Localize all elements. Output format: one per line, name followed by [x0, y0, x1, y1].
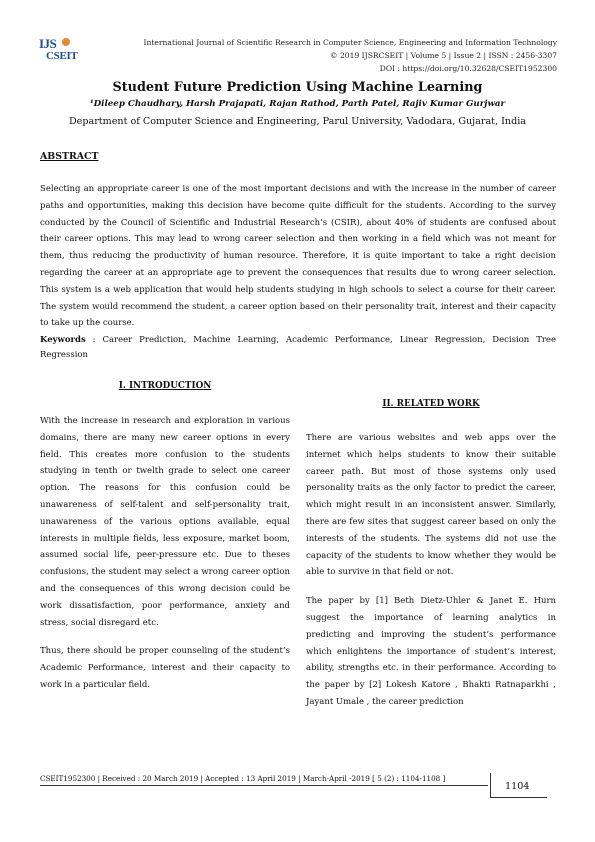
related-work-paragraph: The paper by [1] Beth Dietz-Uhler & Janet E. Hurn suggest the importance of learning analytics in predicting and improving the student’s performance which enlightens the importance of student’s interest, ability, strengths etc. in their performance. According to the paper by [2] Lokesh Katore , Bhakti Ratnaparkhi , Jayant Umale , the career prediction: [306, 596, 556, 707]
related-work-column: [306, 430, 556, 723]
section-heading-related-work: II. RELATED WORK: [382, 399, 480, 409]
logo-text-top: IJS: [39, 36, 57, 51]
footer-divider: [40, 785, 488, 786]
logo-globe-icon: [62, 38, 70, 46]
journal-logo: [36, 36, 86, 66]
journal-doi: DOI : https://doi.org/10.32628/CSEIT1952300: [379, 64, 557, 73]
page-number: 1104: [505, 781, 530, 792]
keywords-label: Keywords: [40, 335, 86, 345]
footer-citation: CSEIT1952300 | Received : 20 March 2019 | Accepted : 13 April 2019 | March-April -2019 [ 5 (2) : 1104-1108 ]: [40, 774, 446, 783]
journal-issue: © 2019 IJSRCSEIT | Volume 5 | Issue 2 | ISSN : 2456-3307: [329, 51, 557, 60]
abstract-body: Selecting an appropriate career is one of the most important decisions and with the increase in the number of career paths and opportunities, making this decision have become quite difficult for the students. According to the survey conducted by the Council of Scientific and Industrial Research’s (CSIR), about 40% of students are confused about their career options. This may lead to wrong career selection and then working in a field which was not meant for them, thus reducing the productivity of human resource. Therefore, it is quite important to take a right decision regarding the career at an appropriate age to prevent the consequences that results due to wrong career selection. This system is a web application that would help students studying in high schools to select a course for their career. The system would recommend the student, a career option based on their personality trait, interest and their capacity to take up the course.: [40, 184, 556, 329]
section-heading-introduction: I. INTRODUCTION: [118, 381, 212, 391]
introduction-column: [40, 413, 290, 706]
related-work-paragraph: There are various websites and web apps over the internet which helps students to know their suitable career path. But most of those systems only used personality traits as the only factor to predict the career, which might result in an inconsistent answer. Similarly, there are few sites that suggest career based on only the interests of the students. The systems did not use the capacity of the students to know whether they would be able to survive in that field or not.: [306, 433, 556, 578]
paper-authors: ¹Dileep Chaudhary, Harsh Prajapati, Rajan Rathod, Parth Patel, Rajiv Kumar Gurjwar: [89, 99, 506, 109]
paper-affiliation: Department of Computer Science and Engineering, Parul University, Vadodara, Gujarat, India: [68, 116, 527, 127]
keywords-list: : Career Prediction, Machine Learning, Academic Performance, Linear Regression, Decision Tree Regression: [40, 335, 556, 360]
introduction-paragraph: With the increase in research and exploration in various domains, there are many new career options in every field. This creates more confusion to the students studying in tenth or twelth grade to select one career option. The reasons for this confusion could be unawareness of self-talent and self-personality trait, unawareness of the various options available, equal interests in multiple fields, less exposure, market boom, assumed social life, peer-pressure etc. Due to theses confusions, the student may select a wrong career option and the consequences of this wrong decision could be work dissatisfaction, poor performance, anxiety and stress, social disregard etc.: [40, 416, 290, 628]
logo-text-bottom: CSEIT: [46, 50, 78, 62]
introduction-paragraph: Thus, there should be proper counseling of the student’s Academic Performance, interest and their capacity to work in a particular field.: [40, 646, 290, 690]
abstract-heading: ABSTRACT: [40, 151, 99, 162]
keywords: [40, 333, 556, 363]
paper-title: Student Future Prediction Using Machine Learning: [112, 80, 483, 95]
journal-name: International Journal of Scientific Research in Computer Science, Engineering and Information Technology: [143, 38, 557, 47]
